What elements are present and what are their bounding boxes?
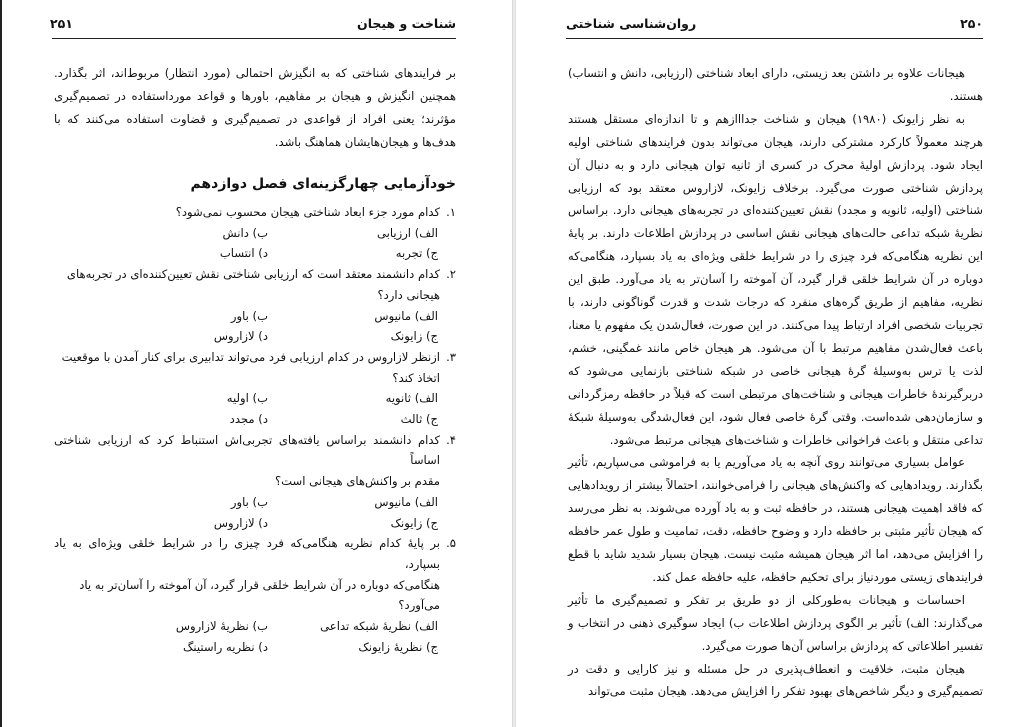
option: ب) اولیه (226, 391, 268, 406)
question-line: ازنظر لازاروس در کدام ارزیابی فرد می‌تواند تدابیری برای کنار آمدن با موقعیت (61, 349, 440, 364)
paragraph: هیجان مثبت، خلاقیت و انعطاف‌پذیری در حل مسئله و نیز کارایی و دقت در تصمیم‌گیری و دیگر شاخص‌های بهبود تفکر را افزایش می‌دهد. هیجان مثبت می‌تواند (568, 661, 983, 699)
option-row (54, 326, 456, 347)
question-line: کدام دانشمند براساس یافته‌های تجربی‌اش استنباط کرد که ارزیابی شناختی اساساً (54, 432, 440, 468)
question (54, 533, 456, 616)
question (54, 430, 456, 492)
option-row (54, 409, 456, 430)
option: د) انتساب (219, 246, 268, 261)
question-line: می‌آورد؟ (398, 598, 440, 613)
question-number: ۵. (446, 536, 456, 551)
running-title: روان‌شناسی شناختی (566, 16, 697, 31)
option: د) نظریه راستینگ (182, 639, 268, 654)
question-number: ۳. (446, 349, 456, 364)
question-line: هنگامی‌که دوباره در آن شرایط خلقی قرار گیرد، آن آموخته را آسان‌تر به یاد (79, 577, 440, 592)
option: ج) نظریهٔ زایونک (358, 639, 438, 654)
option: الف) نظریهٔ شبکه تداعی (320, 619, 438, 634)
page-number: ۲۵۰ (960, 16, 983, 31)
question-text (54, 202, 440, 223)
option: الف) ارزیابی (376, 225, 438, 240)
question (54, 202, 456, 223)
question (54, 264, 456, 305)
option: د) مجدد (229, 412, 268, 427)
page-number: ۲۵۱ (50, 16, 73, 31)
option: ج) ثالث (400, 412, 438, 427)
question-line: اتخاذ کند؟ (392, 370, 440, 385)
option-row (54, 223, 456, 244)
option-row (54, 513, 456, 534)
right-page-header (566, 16, 983, 31)
option-row (54, 306, 456, 327)
header-rule (52, 38, 456, 39)
quiz (54, 202, 456, 657)
left-page-header (50, 16, 456, 31)
question-line: کدام مورد جزء ابعاد شناختی هیجان محسوب نمی‌شود؟ (175, 205, 440, 219)
left-page (0, 0, 512, 727)
option: الف) مانیوس (374, 308, 438, 323)
question-text (54, 533, 440, 616)
question-line: هیجانی دارد؟ (377, 287, 440, 302)
option: الف) ثانویه (385, 391, 438, 406)
question-line: مقدم بر واکنش‌های هیجانی است؟ (274, 474, 440, 489)
option: ج) زایونک (390, 515, 438, 530)
question-line: کدام دانشمند معتقد است که ارزیابی شناختی نقش تعیین‌کننده‌ای در تجربه‌های (66, 267, 440, 282)
option: ب) دانش (222, 225, 268, 240)
paragraph: احساسات و هیجانات به‌طورکلی از دو طریق بر تفکر و تصمیم‌گیری ما تأثیر می‌گذارند: الف) تأثیر بر الگوی پردازش اطلاعات ب) ایجاد سوگیری ذهنی در انتخاب و تفسیر اطلاعاتی که پردازش براساس آن‌ها صورت می‌گیرد. (568, 592, 983, 653)
section-title: خودآزمایی چهارگزینه‌ای فصل دوازدهم (190, 176, 456, 192)
header-rule (566, 38, 983, 39)
option: ج) زایونک (390, 329, 438, 344)
option: ب) نظریهٔ لازاروس (175, 619, 268, 634)
question-number: ۲. (446, 267, 456, 282)
running-title: شناخت و هیجان (357, 16, 456, 31)
paragraph: بر فرایندهای شناختی که به انگیزش احتمالی (مورد انتظار) مربوط‌اند، اثر بگذارد. همچنین انگیزش و هیجان بر مفاهیم، باورها و قواعد مورداستفاده در تصمیم‌گیری مؤثرند؛ یعنی افراد از قواعدی در تصمیم‌گیری و قضاوت استفاده می‌کنند که با هدف‌ها و هیجان‌هایشان هماهنگ باشد. (54, 66, 456, 149)
question-text (54, 430, 440, 492)
question-number: ۴. (446, 432, 456, 447)
option: د) لازاروس (213, 329, 268, 344)
intro-paragraph (54, 62, 456, 154)
paragraph: عوامل بسیاری می‌توانند روی آنچه به یاد می‌آوریم یا به فراموشی می‌سپاریم، تأثیر بگذارند. رویدادهایی که واکنش‌های هیجانی را فرامی‌خوانند، احتمالاً بیشتر از رویدادهایی که فاقد اهمیت هیجانی هستند، در حافظه ثبت و به یاد آورده می‌شوند. به نظر می‌رسد که هیجان تأثیر مثبتی بر حافظه دارد و وضوح حافظه، دقت، تمامیت و طول عمر حافظه را افزایش می‌دهد، اما اثر هیجان همیشه مثبت نیست. هیجان بسیار شدید شاید با قطع فرایندهای زیستی موردنیاز برای تحکیم حافظه، علیه حافظه عمل کند. (568, 455, 983, 584)
option: الف) مانیوس (374, 494, 438, 509)
option-row (54, 388, 456, 409)
option: ج) تجربه (395, 246, 438, 261)
option-row (54, 492, 456, 513)
question-text (54, 264, 440, 305)
question-line: بر پایهٔ کدام نظریه هنگامی‌که فرد چیزی را در شرایط خلقی ویژه‌ای به یاد بسپارد، (54, 536, 440, 571)
option: ب) باور (230, 308, 268, 323)
question (54, 347, 456, 388)
paragraph: هیجانات علاوه بر داشتن بعد زیستی، دارای ابعاد شناختی (ارزیابی، دانش و انتساب) هستند. (568, 66, 983, 103)
right-page (516, 0, 1025, 727)
question-text (54, 347, 440, 388)
body-text (568, 62, 983, 703)
paragraph: به نظر زایونک (۱۹۸۰) هیجان و شناخت جدااازهم و تا اندازه‌ای مستقل هستند هرچند معمولاً کارکرد مشترکی دارند، هیجان می‌تواند بدون فرایندهای شناختی اولیه ایجاد شود. پردازش اولیهٔ محرک در کسری از ثانیه توان هیجانی دارد و به دنبال آن پردازش شناختی صورت می‌گیرد. برخلاف زایونک، لازاروس معتقد بود که ارزیابی شناختی (اولیه، ثانویه و مجدد) نقش تعیین‌کننده‌ای در تجربه‌های هیجانی دارد. براساس نظریهٔ شبکه تداعی حالت‌های هیجانی نقش اساسی در پردازش اطلاعات دارند. بر پایهٔ این نظریه هنگامی‌که فرد چیزی را در شرایط خلقی ویژه‌ای به یاد بسپارد، هنگامی‌که دوباره در آن شرایط خلقی قرار گیرد، آن آموخته را آسان‌تر به یاد می‌آورد. طبق این نظریه، مفاهیم از طریق گره‌های منفرد که درجات شدت و قدرت گوناگونی دارند، با تجربیات شخصی افراد ارتباط پیدا می‌کنند. در این صورت، فعال‌شدن یک مفهوم یا معنا، باعث فعال‌شدن مفاهیم مرتبط با آن می‌شود. هر هیجان خاص مانند غمگینی، خشم، لذت یا ترس به‌وسیلهٔ گرهٔ هیجانی خاصی در شبکه شناختی بازنمایی می‌شود که دربرگیرندهٔ خاطرات هیجانی و شناخت‌های مرتبطی است که قبلاً در حافظه رمزگردانی و سازمان‌دهی شده‌است. وقتی گرهٔ خاصی فعال شود، این فعال‌شدگی به‌وسیلهٔ شبکهٔ تداعی منتقل و باعث فراخوانی خاطرات و شناخت‌های هیجانی مرتبط می‌شود. (568, 111, 983, 447)
option-row (54, 616, 456, 637)
option: ب) باور (230, 494, 268, 509)
option: د) لازاروس (213, 515, 268, 530)
option-row (54, 637, 456, 658)
question-number: ۱. (446, 205, 456, 219)
option-row (54, 243, 456, 264)
